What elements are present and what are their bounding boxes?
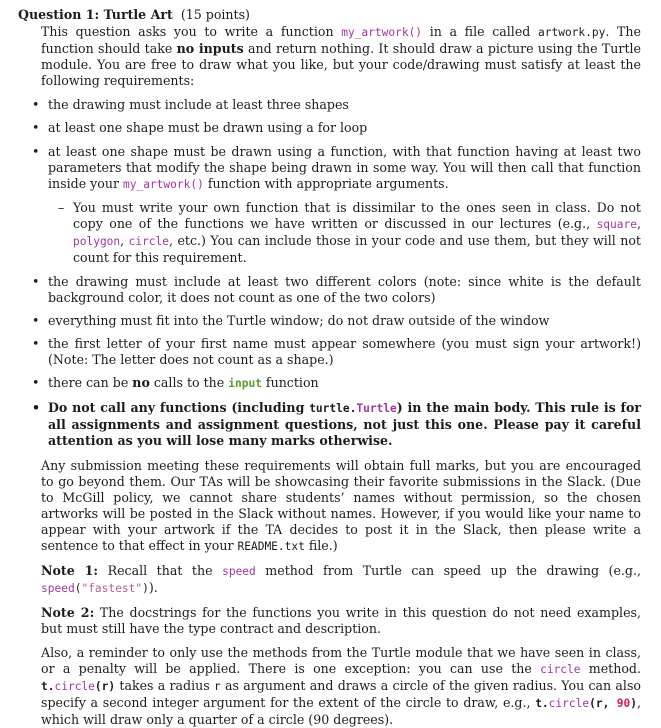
requirement-input-keyword: input <box>228 377 262 390</box>
note-1-fastest-arg: "fastest" <box>81 582 143 595</box>
sub-requirement-own-function <box>48 200 641 266</box>
reminder-text: Also, a reminder to only use the methods from the Turtle module that we have seen in class, or a penalty will be applied. There is one exception: you can use the <box>41 645 641 676</box>
dash-icon: – <box>58 200 65 215</box>
reminder-text-4: as argument and draws a circle of the given radius. You can also specify a second integer argument for the extent of the circle to draw, e.g., <box>41 678 641 710</box>
note-1-speed: speed <box>222 565 256 578</box>
requirement-text: Do not call any functions (including <box>48 400 310 415</box>
sub-requirement-text-end: , etc.) You can include those in your code and use them, but they will not count for this requirement. <box>73 233 641 265</box>
requirement-function <box>18 144 641 266</box>
bullet-icon: • <box>32 274 40 289</box>
requirement-text: everything must fit into the Turtle window; do not draw outside of the window <box>48 313 550 328</box>
requirement-first-letter <box>18 336 641 368</box>
requirement-text-end: ) in the main body. This rule is for all assignments and assignment questions, not just this one. Please pay it careful attention as you will lose many marks otherwise. <box>48 400 641 448</box>
comma: , <box>636 216 641 231</box>
intro-file-name: artwork.py <box>538 26 606 39</box>
readme-file-name: README.txt <box>237 540 305 553</box>
intro-paragraph <box>18 24 641 89</box>
code-r: r <box>213 680 221 693</box>
note-2-text: The docstrings for the functions you write in this question do not need examples, but must still have the type contract and description. <box>41 605 641 636</box>
note-1-text: Recall that the <box>98 563 223 578</box>
code-extent-90: 90 <box>616 697 631 710</box>
bullet-icon: • <box>32 120 40 135</box>
requirement-for-loop <box>18 120 641 136</box>
requirement-text: at least one shape must be drawn using a for loop <box>48 120 368 135</box>
intro-text-2: in a file called <box>422 24 538 39</box>
question-points: (15 points) <box>180 7 250 22</box>
note-1-text-end: ). <box>148 580 158 595</box>
comma: , <box>120 233 129 248</box>
example-circle: circle <box>128 235 170 248</box>
requirement-text: the drawing must include at least two different colors (note: since white is the default background color, it does not count as one of the two colors) <box>48 274 641 305</box>
requirement-bold-no: no <box>132 375 150 390</box>
note-1-text-mid: method from Turtle can speed up the drawing (e.g., <box>255 563 641 578</box>
note-2 <box>18 605 641 637</box>
question-label: Question 1: Turtle Art <box>18 7 173 22</box>
paren-close: ) <box>142 582 149 595</box>
sub-requirement-text: You must write your own function that is dissimilar to the ones seen in class. Do not copy one of the functions we have written or discussed in our lectures (e.g., <box>73 200 641 231</box>
example-square: square <box>596 218 637 231</box>
requirement-text: the first letter of your first name must appear somewhere (you must sign your artwork!) (Note: The letter does not count as a shape.) <box>48 336 641 367</box>
bullet-icon: • <box>32 336 40 351</box>
code-t-dot: t. <box>41 680 55 693</box>
paren-open: ( <box>74 582 82 595</box>
intro-function-name: my_artwork() <box>341 26 423 39</box>
assignment-document <box>18 7 641 728</box>
intro-bold-no-inputs: no inputs <box>176 41 244 56</box>
example-polygon: polygon <box>73 235 121 248</box>
note-2-label: Note 2: <box>41 605 95 620</box>
code-t-dot: t. <box>535 697 549 710</box>
reminder-text-3: takes a radius <box>115 678 214 693</box>
reminder-text-2: method. <box>580 661 641 676</box>
bullet-icon: • <box>32 144 40 159</box>
requirement-text-end: function with appropriate arguments. <box>203 176 449 191</box>
note-1 <box>18 563 641 597</box>
question-heading <box>18 7 641 24</box>
intro-text-1: This question asks you to write a function <box>41 24 342 39</box>
reminder-text-end: , which will draw only a quarter of a circle (90 degrees). <box>41 695 641 727</box>
requirement-text: there can be <box>48 375 133 390</box>
requirement-shapes <box>18 97 641 113</box>
submission-text-end: file.) <box>304 538 338 553</box>
requirement-function-name: my_artwork() <box>122 178 204 191</box>
code-args: (r, <box>589 697 617 710</box>
requirement-fit-window <box>18 313 641 329</box>
requirement-text: the drawing must include at least three shapes <box>48 97 349 112</box>
paren-close: ) <box>630 697 637 710</box>
code-arg-r: (r) <box>94 680 116 693</box>
bullet-icon: • <box>32 400 41 415</box>
intro-text-3: . The function should take <box>41 24 641 56</box>
reminder-paragraph <box>18 645 641 728</box>
requirement-text-end: function <box>261 375 319 390</box>
submission-paragraph <box>18 458 641 555</box>
code-circle: circle <box>548 697 590 710</box>
code-turtle-class: Turtle <box>356 402 397 415</box>
requirement-text: at least one shape must be drawn using a function, with that function having at least two parameters that modify the shape being drawn in some way. You will then call that function inside your <box>48 144 641 191</box>
reminder-circle: circle <box>540 663 581 676</box>
requirement-text-mid: calls to the <box>149 375 229 390</box>
bullet-icon: • <box>32 375 40 390</box>
code-turtle-module: turtle. <box>309 402 357 415</box>
requirement-no-input <box>18 375 641 392</box>
bullet-icon: • <box>32 97 40 112</box>
note-1-label: Note 1: <box>41 563 99 578</box>
submission-text: Any submission meeting these requirements will obtain full marks, but you are encouraged to go beyond them. Our TAs will be showcasing their favorite submissions in the Slack. (Due to McGill policy, we cannot share students’ names without permission, so the chosen artworks will be posted in the Slack without names. However, if you would like your name to appear with your artwork if the TA decides to post it in the Slack, then please write a sentence to that effect in your <box>41 458 641 553</box>
requirements-list <box>18 97 641 449</box>
requirement-main-body <box>18 400 641 449</box>
intro-text-4: and return nothing. It should draw a picture using the Turtle module. You are free to draw what you like, but your code/drawing must satisfy at least the following requirements: <box>41 41 641 88</box>
note-1-call-speed: speed <box>41 582 75 595</box>
code-circle: circle <box>54 680 95 693</box>
requirement-colors <box>18 274 641 306</box>
bullet-icon: • <box>32 313 40 328</box>
